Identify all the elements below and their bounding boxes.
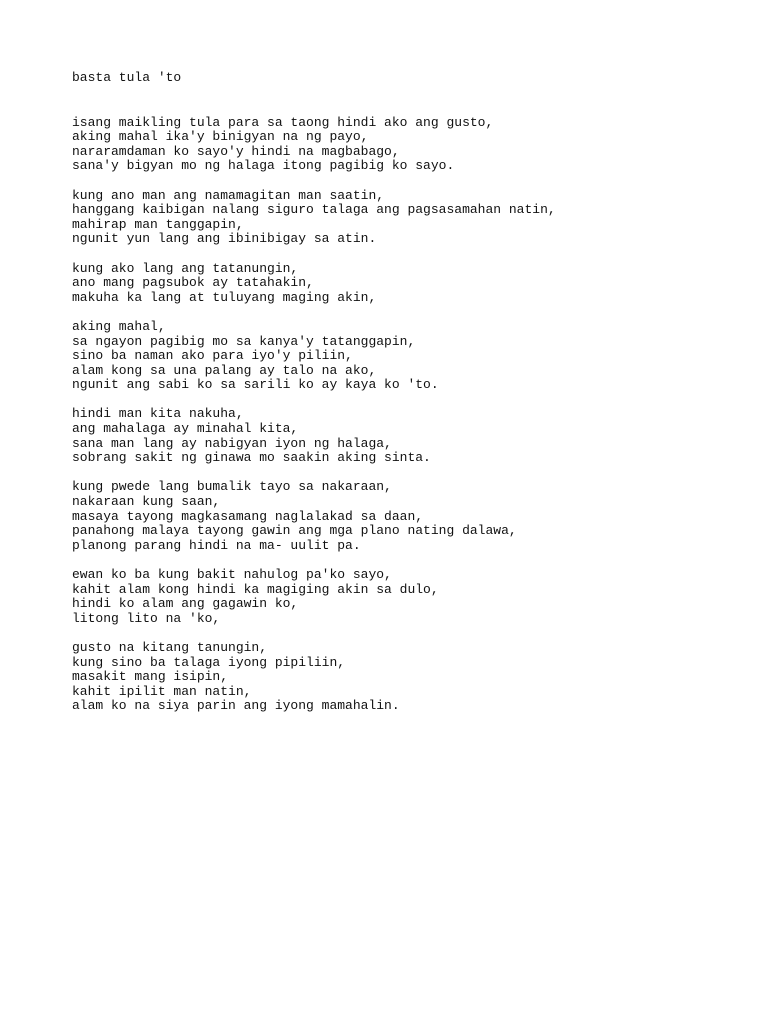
- poem-line: panahong malaya tayong gawin ang mga plano nating dalawa,: [72, 523, 517, 539]
- poem-line: ewan ko ba kung bakit nahulog pa'ko sayo,: [72, 567, 392, 582]
- document-page: [72, 71, 752, 729]
- poem-line: hindi ko alam ang gagawin ko,: [72, 596, 299, 612]
- poem-line: isang maikling tula para sa taong hindi ako ang gusto,: [72, 114, 494, 130]
- poem-line: ngunit ang sabi ko sa sarili ko ay kaya ko 'to.: [72, 377, 439, 393]
- poem-line: kung ano man ang namamagitan man saatin,: [72, 187, 385, 203]
- poem-line: sobrang sakit ng ginawa mo saakin aking sinta.: [72, 450, 431, 466]
- poem-line: kung pwede lang bumalik tayo sa nakaraan,: [72, 479, 392, 495]
- poem-line: aking mahal,: [72, 318, 166, 334]
- poem-line: kung ako lang ang tatanungin,: [72, 260, 299, 276]
- poem-line: sino ba naman ako para iyo'y piliin,: [72, 348, 353, 364]
- poem-stanza: [72, 116, 752, 174]
- poem-line: kung sino ba talaga iyong pipiliin,: [72, 654, 346, 670]
- poem-line: sa ngayon pagibig mo sa kanya'y tatanggapin,: [72, 333, 416, 349]
- poem-stanza: [72, 480, 752, 553]
- poem-stanza: [72, 262, 752, 306]
- poem-line: mahirap man tanggapin,: [72, 216, 244, 232]
- poem-line: sana man lang ay nabigyan iyon ng halaga,: [72, 435, 392, 451]
- poem-stanza: [72, 568, 752, 626]
- poem-line: alam ko na siya parin ang iyong mamahalin.: [72, 698, 400, 714]
- poem-line: nakaraan kung saan,: [72, 494, 221, 510]
- poem-line: masakit mang isipin,: [72, 669, 229, 685]
- poem-line: ano mang pagsubok ay tatahakin,: [72, 275, 314, 291]
- poem-stanza: [72, 641, 752, 714]
- poem-line: hanggang kaibigan nalang siguro talaga ang pagsasamahan natin,: [72, 202, 556, 218]
- poem-line: gusto na kitang tanungin,: [72, 639, 268, 655]
- poem-title: basta tula 'to: [72, 70, 182, 85]
- poem-line: masaya tayong magkasamang naglalakad sa daan,: [72, 508, 424, 524]
- poem-line: kahit alam kong hindi ka magiging akin sa dulo,: [72, 581, 439, 597]
- poem-stanza: [72, 320, 752, 393]
- poem-line: hindi man kita nakuha,: [72, 406, 244, 422]
- poem-line: ang mahalaga ay minahal kita,: [72, 421, 299, 437]
- poem-line: sana'y bigyan mo ng halaga itong pagibig ko sayo.: [72, 158, 455, 174]
- poem-line: makuha ka lang at tuluyang maging akin,: [72, 289, 377, 305]
- poem-line: planong parang hindi na ma- uulit pa.: [72, 537, 361, 553]
- poem-line: ngunit yun lang ang ibinibigay sa atin.: [72, 231, 377, 247]
- poem-line: aking mahal ika'y binigyan na ng payo,: [72, 129, 369, 145]
- poem-line: alam kong sa una palang ay talo na ako,: [72, 362, 377, 378]
- poem-line: litong lito na 'ko,: [72, 610, 221, 626]
- poem-line: nararamdaman ko sayo'y hindi na magbabago,: [72, 143, 400, 159]
- poem-stanza: [72, 407, 752, 465]
- poem-stanza: [72, 189, 752, 247]
- poem-line: kahit ipilit man natin,: [72, 683, 252, 699]
- poem-body: [72, 116, 752, 714]
